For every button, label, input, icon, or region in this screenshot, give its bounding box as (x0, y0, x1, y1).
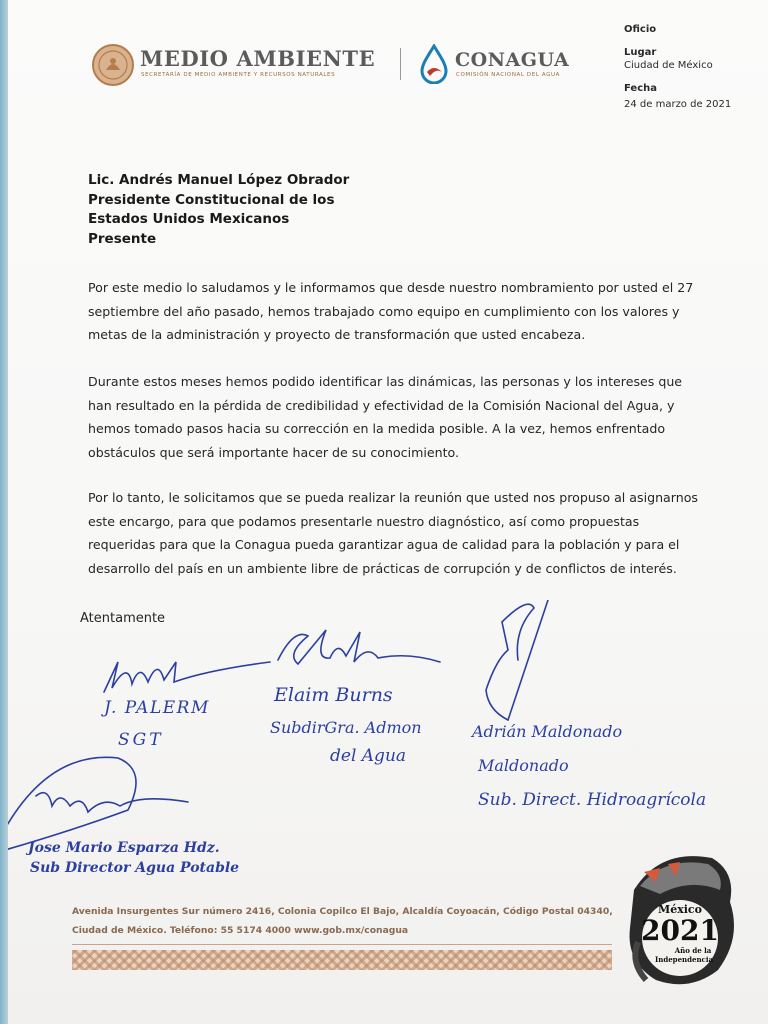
signature-palerm-name: J. PALERM (104, 698, 210, 718)
lugar-label: Lugar (624, 47, 657, 58)
letter-page (8, 0, 768, 1024)
lugar-value: Ciudad de México (624, 60, 713, 71)
signature-esparza-stroke (8, 757, 188, 852)
closing-atentamente: Atentamente (80, 611, 166, 626)
emblem-year-text: 2021 (641, 914, 719, 947)
signature-maldonado-name-2: Maldonado (478, 756, 569, 775)
signature-esparza-name: Jose Mario Esparza Hdz. (28, 840, 220, 856)
signature-burns-stroke (278, 630, 440, 664)
signature-maldonado-name: Adrián Maldonado (472, 722, 623, 741)
signature-burns-title-1: SubdirGra. Admon (270, 718, 422, 737)
mexico-seal-icon (92, 44, 134, 86)
footer-decorative-band (72, 950, 612, 970)
signature-palerm-unit: SGT (118, 730, 164, 750)
fecha-label: Fecha (624, 83, 658, 94)
emblem-mexico-text: México (658, 903, 702, 916)
paragraph-1: Por este medio lo saludamos y le informamos que desde nuestro nombramiento por usted el 27 septiembre del año pasado, hemos trabajado como equipo en cumplimiento con los valores y metas de la administración y proyecto de transformación que usted encabeza. (88, 280, 694, 342)
paragraph-2: Durante estos meses hemos podido identificar las dinámicas, las personas y los intereses que han resultado en la pérdida de credibilidad y efectividad de la Comisión Nacional del Agua, y hemos tomado pasos hacia su corrección en la medida posible. A la vez, hemos enfrentado obstáculos que será importante hacer de su conocimiento. (88, 374, 683, 460)
emblem-caption-1: Año de la (674, 946, 712, 955)
addressee-country: Estados Unidos Mexicanos (88, 211, 290, 227)
semarnat-subtitle: SECRETARÍA DE MEDIO AMBIENTE Y RECURSOS NATURALES (141, 72, 336, 78)
signature-burns-title-2: del Agua (330, 746, 407, 766)
addressee-presente: Presente (88, 230, 157, 247)
oficio-label: Oficio (624, 24, 657, 35)
conagua-wordmark: CONAGUA (455, 49, 570, 71)
conagua-drop-icon (418, 44, 450, 84)
footer-rule (72, 944, 612, 945)
fecha-value: 24 de marzo de 2021 (624, 99, 732, 110)
footer-address-line-1: Avenida Insurgentes Sur número 2416, Colonia Copilco El Bajo, Alcaldía Coyoacán, Código Postal 04340, (72, 906, 613, 917)
semarnat-wordmark: MEDIO AMBIENTE (140, 46, 376, 71)
addressee-title: Presidente Constitucional de los (88, 191, 335, 208)
footer-address-line-2: Ciudad de México. Teléfono: 55 5174 4000 www.gob.mx/conagua (72, 925, 409, 936)
signature-maldonado-stroke (486, 600, 548, 720)
paragraph-3: Por lo tanto, le solicitamos que se pueda realizar la reunión que usted nos propuso al asignarnos este encargo, para que podamos presentarle nuestro diagnóstico, así como propuestas requeridas para que la Conagua pueda garantizar agua de calidad para la población y para el desarrollo del país en un ambiente libre de prácticas de corrupción y de conflictos de interés. (88, 490, 698, 576)
signature-burns-name: Elaim Burns (274, 684, 393, 706)
emblem-caption-2: Independencia (654, 955, 714, 964)
signature-palerm-stroke (104, 662, 270, 692)
addressee-block (88, 171, 508, 249)
signature-esparza-title: Sub Director Agua Potable (30, 860, 240, 876)
brand-divider (400, 48, 401, 80)
conagua-subtitle: COMISIÓN NACIONAL DEL AGUA (456, 72, 560, 78)
signature-maldonado-title: Sub. Direct. Hidroagrícola (478, 790, 707, 810)
addressee-name: Lic. Andrés Manuel López Obrador (88, 172, 350, 188)
